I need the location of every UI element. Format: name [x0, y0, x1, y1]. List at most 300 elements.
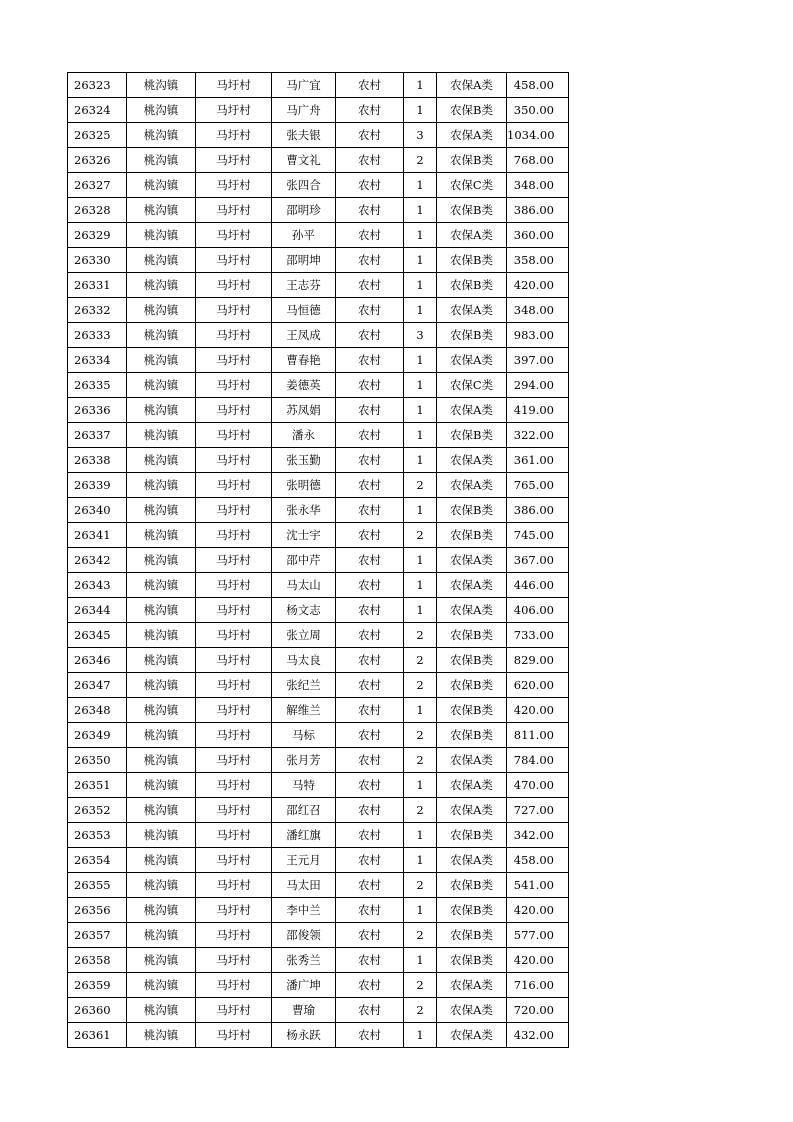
- household-type-cell: 农村: [336, 73, 404, 98]
- village-cell: 马圩村: [196, 898, 272, 923]
- amount-cell: 733.00: [507, 623, 569, 648]
- village-cell: 马圩村: [196, 748, 272, 773]
- category-cell: 农保B类: [437, 673, 507, 698]
- record-id-cell: 26343: [68, 573, 127, 598]
- village-cell: 马圩村: [196, 823, 272, 848]
- household-type-cell: 农村: [336, 873, 404, 898]
- household-type-cell: 农村: [336, 773, 404, 798]
- table-row: [68, 573, 569, 598]
- record-id-cell: 26334: [68, 348, 127, 373]
- village-cell: 马圩村: [196, 598, 272, 623]
- name-cell: 曹春艳: [272, 348, 336, 373]
- category-cell: 农保C类: [437, 173, 507, 198]
- record-id-cell: 26329: [68, 223, 127, 248]
- person-count-cell: 2: [404, 998, 437, 1023]
- person-count-cell: 3: [404, 123, 437, 148]
- category-cell: 农保B类: [437, 273, 507, 298]
- town-cell: 桃沟镇: [127, 548, 196, 573]
- village-cell: 马圩村: [196, 773, 272, 798]
- name-cell: 杨文志: [272, 598, 336, 623]
- category-cell: 农保B类: [437, 648, 507, 673]
- category-cell: 农保B类: [437, 498, 507, 523]
- person-count-cell: 3: [404, 323, 437, 348]
- village-cell: 马圩村: [196, 473, 272, 498]
- table-row: [68, 773, 569, 798]
- household-type-cell: 农村: [336, 373, 404, 398]
- town-cell: 桃沟镇: [127, 223, 196, 248]
- amount-cell: 745.00: [507, 523, 569, 548]
- table-row: [68, 73, 569, 98]
- person-count-cell: 1: [404, 1023, 437, 1048]
- table-row: [68, 973, 569, 998]
- table-row: [68, 248, 569, 273]
- category-cell: 农保A类: [437, 598, 507, 623]
- record-id-cell: 26350: [68, 748, 127, 773]
- village-cell: 马圩村: [196, 448, 272, 473]
- town-cell: 桃沟镇: [127, 373, 196, 398]
- household-type-cell: 农村: [336, 648, 404, 673]
- record-id-cell: 26324: [68, 98, 127, 123]
- category-cell: 农保A类: [437, 573, 507, 598]
- town-cell: 桃沟镇: [127, 798, 196, 823]
- table-row: [68, 823, 569, 848]
- village-cell: 马圩村: [196, 873, 272, 898]
- name-cell: 张明德: [272, 473, 336, 498]
- amount-cell: 420.00: [507, 273, 569, 298]
- record-id-cell: 26346: [68, 648, 127, 673]
- household-type-cell: 农村: [336, 448, 404, 473]
- category-cell: 农保A类: [437, 448, 507, 473]
- person-count-cell: 2: [404, 673, 437, 698]
- category-cell: 农保B类: [437, 898, 507, 923]
- record-id-cell: 26357: [68, 923, 127, 948]
- table-row: [68, 448, 569, 473]
- table-row: [68, 223, 569, 248]
- record-id-cell: 26351: [68, 773, 127, 798]
- amount-cell: 350.00: [507, 98, 569, 123]
- table-row: [68, 198, 569, 223]
- town-cell: 桃沟镇: [127, 998, 196, 1023]
- amount-cell: 784.00: [507, 748, 569, 773]
- person-count-cell: 2: [404, 973, 437, 998]
- record-id-cell: 26361: [68, 1023, 127, 1048]
- record-id-cell: 26353: [68, 823, 127, 848]
- name-cell: 马太田: [272, 873, 336, 898]
- amount-cell: 720.00: [507, 998, 569, 1023]
- household-type-cell: 农村: [336, 748, 404, 773]
- amount-cell: 361.00: [507, 448, 569, 473]
- town-cell: 桃沟镇: [127, 873, 196, 898]
- name-cell: 马广宜: [272, 73, 336, 98]
- person-count-cell: 1: [404, 173, 437, 198]
- town-cell: 桃沟镇: [127, 498, 196, 523]
- person-count-cell: 1: [404, 398, 437, 423]
- amount-cell: 727.00: [507, 798, 569, 823]
- town-cell: 桃沟镇: [127, 73, 196, 98]
- person-count-cell: 1: [404, 223, 437, 248]
- category-cell: 农保A类: [437, 798, 507, 823]
- name-cell: 邵明坤: [272, 248, 336, 273]
- name-cell: 王志芬: [272, 273, 336, 298]
- amount-cell: 829.00: [507, 648, 569, 673]
- amount-cell: 397.00: [507, 348, 569, 373]
- category-cell: 农保A类: [437, 848, 507, 873]
- amount-cell: 322.00: [507, 423, 569, 448]
- town-cell: 桃沟镇: [127, 648, 196, 673]
- category-cell: 农保A类: [437, 298, 507, 323]
- record-id-cell: 26342: [68, 548, 127, 573]
- village-cell: 马圩村: [196, 548, 272, 573]
- town-cell: 桃沟镇: [127, 923, 196, 948]
- amount-cell: 406.00: [507, 598, 569, 623]
- name-cell: 姜德英: [272, 373, 336, 398]
- name-cell: 王凤成: [272, 323, 336, 348]
- record-id-cell: 26344: [68, 598, 127, 623]
- record-id-cell: 26347: [68, 673, 127, 698]
- name-cell: 张立周: [272, 623, 336, 648]
- category-cell: 农保A类: [437, 223, 507, 248]
- category-cell: 农保B类: [437, 923, 507, 948]
- table-row: [68, 548, 569, 573]
- household-type-cell: 农村: [336, 498, 404, 523]
- town-cell: 桃沟镇: [127, 973, 196, 998]
- name-cell: 苏凤娟: [272, 398, 336, 423]
- person-count-cell: 2: [404, 473, 437, 498]
- amount-cell: 716.00: [507, 973, 569, 998]
- household-type-cell: 农村: [336, 273, 404, 298]
- town-cell: 桃沟镇: [127, 823, 196, 848]
- name-cell: 张夫银: [272, 123, 336, 148]
- table-row: [68, 123, 569, 148]
- town-cell: 桃沟镇: [127, 473, 196, 498]
- category-cell: 农保B类: [437, 873, 507, 898]
- town-cell: 桃沟镇: [127, 298, 196, 323]
- village-cell: 马圩村: [196, 698, 272, 723]
- village-cell: 马圩村: [196, 498, 272, 523]
- town-cell: 桃沟镇: [127, 448, 196, 473]
- household-type-cell: 农村: [336, 723, 404, 748]
- table-row: [68, 348, 569, 373]
- household-type-cell: 农村: [336, 523, 404, 548]
- village-cell: 马圩村: [196, 398, 272, 423]
- amount-cell: 294.00: [507, 373, 569, 398]
- household-type-cell: 农村: [336, 998, 404, 1023]
- table-row: [68, 473, 569, 498]
- town-cell: 桃沟镇: [127, 348, 196, 373]
- record-id-cell: 26358: [68, 948, 127, 973]
- record-id-cell: 26328: [68, 198, 127, 223]
- person-count-cell: 1: [404, 498, 437, 523]
- village-cell: 马圩村: [196, 298, 272, 323]
- household-type-cell: 农村: [336, 298, 404, 323]
- amount-cell: 420.00: [507, 948, 569, 973]
- table-row: [68, 298, 569, 323]
- person-count-cell: 2: [404, 923, 437, 948]
- amount-cell: 811.00: [507, 723, 569, 748]
- amount-cell: 541.00: [507, 873, 569, 898]
- table-row: [68, 723, 569, 748]
- record-id-cell: 26326: [68, 148, 127, 173]
- amount-cell: 420.00: [507, 898, 569, 923]
- category-cell: 农保B类: [437, 948, 507, 973]
- person-count-cell: 1: [404, 373, 437, 398]
- village-cell: 马圩村: [196, 948, 272, 973]
- amount-cell: 348.00: [507, 173, 569, 198]
- amount-cell: 620.00: [507, 673, 569, 698]
- village-cell: 马圩村: [196, 523, 272, 548]
- name-cell: 邵俊领: [272, 923, 336, 948]
- table-row: [68, 648, 569, 673]
- town-cell: 桃沟镇: [127, 623, 196, 648]
- village-cell: 马圩村: [196, 848, 272, 873]
- town-cell: 桃沟镇: [127, 723, 196, 748]
- name-cell: 马太山: [272, 573, 336, 598]
- table-row: [68, 673, 569, 698]
- town-cell: 桃沟镇: [127, 698, 196, 723]
- category-cell: 农保A类: [437, 973, 507, 998]
- person-count-cell: 1: [404, 598, 437, 623]
- village-cell: 马圩村: [196, 223, 272, 248]
- person-count-cell: 1: [404, 773, 437, 798]
- record-id-cell: 26339: [68, 473, 127, 498]
- person-count-cell: 1: [404, 248, 437, 273]
- category-cell: 农保C类: [437, 373, 507, 398]
- name-cell: 孙平: [272, 223, 336, 248]
- record-id-cell: 26341: [68, 523, 127, 548]
- village-cell: 马圩村: [196, 573, 272, 598]
- village-cell: 马圩村: [196, 998, 272, 1023]
- name-cell: 马特: [272, 773, 336, 798]
- household-type-cell: 农村: [336, 323, 404, 348]
- name-cell: 邵明珍: [272, 198, 336, 223]
- record-id-cell: 26340: [68, 498, 127, 523]
- town-cell: 桃沟镇: [127, 573, 196, 598]
- household-type-cell: 农村: [336, 623, 404, 648]
- record-id-cell: 26325: [68, 123, 127, 148]
- amount-cell: 470.00: [507, 773, 569, 798]
- household-type-cell: 农村: [336, 548, 404, 573]
- record-id-cell: 26348: [68, 698, 127, 723]
- village-cell: 马圩村: [196, 248, 272, 273]
- amount-cell: 348.00: [507, 298, 569, 323]
- record-id-cell: 26352: [68, 798, 127, 823]
- name-cell: 潘广坤: [272, 973, 336, 998]
- household-type-cell: 农村: [336, 698, 404, 723]
- category-cell: 农保A类: [437, 348, 507, 373]
- category-cell: 农保B类: [437, 823, 507, 848]
- household-type-cell: 农村: [336, 798, 404, 823]
- person-count-cell: 2: [404, 723, 437, 748]
- person-count-cell: 2: [404, 748, 437, 773]
- amount-cell: 446.00: [507, 573, 569, 598]
- category-cell: 农保B类: [437, 623, 507, 648]
- table-row: [68, 273, 569, 298]
- village-cell: 马圩村: [196, 423, 272, 448]
- amount-cell: 432.00: [507, 1023, 569, 1048]
- category-cell: 农保A类: [437, 73, 507, 98]
- category-cell: 农保B类: [437, 148, 507, 173]
- table-row: [68, 523, 569, 548]
- amount-cell: 765.00: [507, 473, 569, 498]
- record-id-cell: 26360: [68, 998, 127, 1023]
- record-id-cell: 26332: [68, 298, 127, 323]
- village-cell: 马圩村: [196, 73, 272, 98]
- amount-cell: 420.00: [507, 698, 569, 723]
- person-count-cell: 1: [404, 698, 437, 723]
- table-row: [68, 898, 569, 923]
- name-cell: 张秀兰: [272, 948, 336, 973]
- name-cell: 潘红旗: [272, 823, 336, 848]
- person-count-cell: 2: [404, 873, 437, 898]
- village-cell: 马圩村: [196, 723, 272, 748]
- amount-cell: 386.00: [507, 198, 569, 223]
- village-cell: 马圩村: [196, 273, 272, 298]
- category-cell: 农保A类: [437, 548, 507, 573]
- table-row: [68, 798, 569, 823]
- record-id-cell: 26331: [68, 273, 127, 298]
- record-id-cell: 26345: [68, 623, 127, 648]
- village-cell: 马圩村: [196, 148, 272, 173]
- person-count-cell: 2: [404, 798, 437, 823]
- table-row: [68, 1023, 569, 1048]
- person-count-cell: 1: [404, 423, 437, 448]
- household-type-cell: 农村: [336, 348, 404, 373]
- category-cell: 农保A类: [437, 473, 507, 498]
- record-id-cell: 26323: [68, 73, 127, 98]
- town-cell: 桃沟镇: [127, 523, 196, 548]
- category-cell: 农保A类: [437, 773, 507, 798]
- person-count-cell: 2: [404, 523, 437, 548]
- household-type-cell: 农村: [336, 823, 404, 848]
- household-type-cell: 农村: [336, 98, 404, 123]
- record-id-cell: 26336: [68, 398, 127, 423]
- village-cell: 马圩村: [196, 323, 272, 348]
- household-type-cell: 农村: [336, 973, 404, 998]
- amount-cell: 458.00: [507, 848, 569, 873]
- name-cell: 潘永: [272, 423, 336, 448]
- name-cell: 沈士宇: [272, 523, 336, 548]
- record-id-cell: 26338: [68, 448, 127, 473]
- category-cell: 农保A类: [437, 1023, 507, 1048]
- town-cell: 桃沟镇: [127, 98, 196, 123]
- village-cell: 马圩村: [196, 373, 272, 398]
- person-count-cell: 1: [404, 898, 437, 923]
- household-type-cell: 农村: [336, 148, 404, 173]
- household-type-cell: 农村: [336, 948, 404, 973]
- name-cell: 马标: [272, 723, 336, 748]
- person-count-cell: 1: [404, 848, 437, 873]
- table-row: [68, 323, 569, 348]
- person-count-cell: 2: [404, 148, 437, 173]
- category-cell: 农保B类: [437, 198, 507, 223]
- record-id-cell: 26337: [68, 423, 127, 448]
- person-count-cell: 1: [404, 73, 437, 98]
- household-type-cell: 农村: [336, 473, 404, 498]
- category-cell: 农保B类: [437, 523, 507, 548]
- town-cell: 桃沟镇: [127, 148, 196, 173]
- town-cell: 桃沟镇: [127, 898, 196, 923]
- town-cell: 桃沟镇: [127, 123, 196, 148]
- person-count-cell: 1: [404, 298, 437, 323]
- table-row: [68, 698, 569, 723]
- town-cell: 桃沟镇: [127, 773, 196, 798]
- household-type-cell: 农村: [336, 598, 404, 623]
- table-row: [68, 98, 569, 123]
- village-cell: 马圩村: [196, 623, 272, 648]
- amount-cell: 768.00: [507, 148, 569, 173]
- record-id-cell: 26349: [68, 723, 127, 748]
- record-id-cell: 26356: [68, 898, 127, 923]
- amount-cell: 419.00: [507, 398, 569, 423]
- household-type-cell: 农村: [336, 673, 404, 698]
- name-cell: 马恒德: [272, 298, 336, 323]
- town-cell: 桃沟镇: [127, 598, 196, 623]
- household-type-cell: 农村: [336, 173, 404, 198]
- town-cell: 桃沟镇: [127, 173, 196, 198]
- category-cell: 农保A类: [437, 123, 507, 148]
- town-cell: 桃沟镇: [127, 673, 196, 698]
- name-cell: 张玉勤: [272, 448, 336, 473]
- village-cell: 马圩村: [196, 348, 272, 373]
- table-row: [68, 998, 569, 1023]
- town-cell: 桃沟镇: [127, 748, 196, 773]
- name-cell: 邵中芹: [272, 548, 336, 573]
- town-cell: 桃沟镇: [127, 948, 196, 973]
- table-row: [68, 923, 569, 948]
- person-count-cell: 1: [404, 548, 437, 573]
- amount-cell: 1034.00: [507, 123, 569, 148]
- village-cell: 马圩村: [196, 1023, 272, 1048]
- table-row: [68, 173, 569, 198]
- village-cell: 马圩村: [196, 198, 272, 223]
- record-id-cell: 26327: [68, 173, 127, 198]
- name-cell: 马太良: [272, 648, 336, 673]
- name-cell: 曹文礼: [272, 148, 336, 173]
- household-type-cell: 农村: [336, 423, 404, 448]
- household-type-cell: 农村: [336, 248, 404, 273]
- table-row: [68, 423, 569, 448]
- record-id-cell: 26333: [68, 323, 127, 348]
- category-cell: 农保B类: [437, 98, 507, 123]
- record-id-cell: 26355: [68, 873, 127, 898]
- household-type-cell: 农村: [336, 198, 404, 223]
- record-id-cell: 26330: [68, 248, 127, 273]
- table-row: [68, 398, 569, 423]
- category-cell: 农保B类: [437, 698, 507, 723]
- data-table: [67, 72, 569, 1048]
- household-type-cell: 农村: [336, 123, 404, 148]
- name-cell: 马广舟: [272, 98, 336, 123]
- village-cell: 马圩村: [196, 673, 272, 698]
- table-body: [68, 73, 569, 1048]
- category-cell: 农保B类: [437, 723, 507, 748]
- household-type-cell: 农村: [336, 223, 404, 248]
- person-count-cell: 1: [404, 948, 437, 973]
- name-cell: 李中兰: [272, 898, 336, 923]
- person-count-cell: 1: [404, 448, 437, 473]
- name-cell: 杨永跃: [272, 1023, 336, 1048]
- household-type-cell: 农村: [336, 1023, 404, 1048]
- table-row: [68, 948, 569, 973]
- record-id-cell: 26359: [68, 973, 127, 998]
- town-cell: 桃沟镇: [127, 323, 196, 348]
- town-cell: 桃沟镇: [127, 398, 196, 423]
- person-count-cell: 1: [404, 348, 437, 373]
- category-cell: 农保A类: [437, 748, 507, 773]
- name-cell: 解维兰: [272, 698, 336, 723]
- household-type-cell: 农村: [336, 848, 404, 873]
- village-cell: 马圩村: [196, 923, 272, 948]
